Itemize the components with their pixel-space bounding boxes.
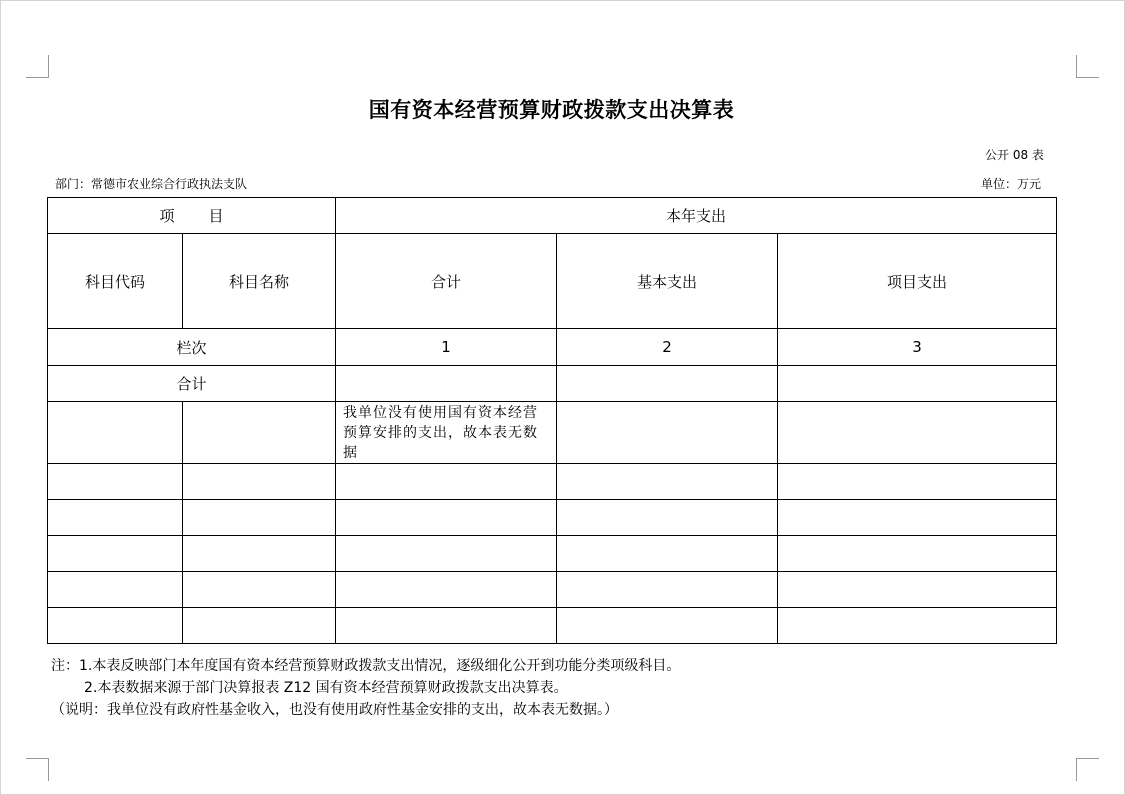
col-project-expenditure: 项目支出 bbox=[778, 234, 1057, 329]
table-cell bbox=[778, 464, 1057, 500]
col-subject-code: 科目代码 bbox=[48, 234, 183, 329]
table-cell bbox=[183, 464, 336, 500]
footnote-explanation: （说明：我单位没有政府性基金收入，也没有使用政府性基金安排的支出，故本表无数据。） bbox=[51, 702, 618, 718]
table-cell bbox=[336, 464, 557, 500]
table-cell bbox=[557, 608, 778, 644]
table-cell bbox=[557, 500, 778, 536]
crop-mark-bottom-left bbox=[26, 758, 49, 781]
table-cell bbox=[48, 500, 183, 536]
footnotes bbox=[51, 655, 680, 721]
header-current-year: 本年支出 bbox=[336, 198, 1057, 234]
document-title: 国有资本经营预算财政拨款支出决算表 bbox=[368, 98, 735, 122]
table-cell bbox=[778, 402, 1057, 464]
table-row bbox=[48, 402, 1057, 464]
crop-mark-top-left bbox=[26, 55, 49, 78]
table-cell bbox=[557, 402, 778, 464]
department-label: 部门：常德市农业综合行政执法支队 bbox=[55, 177, 248, 191]
table-cell bbox=[183, 572, 336, 608]
row-index-label: 栏次 bbox=[48, 329, 336, 366]
table-cell bbox=[557, 572, 778, 608]
table-cell bbox=[557, 536, 778, 572]
row-index-value: 2 bbox=[557, 329, 778, 366]
crop-mark-bottom-right bbox=[1076, 758, 1099, 781]
table-cell bbox=[48, 402, 183, 464]
table-cell bbox=[336, 608, 557, 644]
header-item-part1: 项 bbox=[159, 207, 175, 225]
table-cell bbox=[48, 464, 183, 500]
row-total bbox=[48, 366, 1057, 402]
table-cell bbox=[48, 572, 183, 608]
table-cell bbox=[183, 536, 336, 572]
header-item-part2: 目 bbox=[208, 207, 224, 225]
table-cell bbox=[778, 366, 1057, 402]
header-item-cell bbox=[48, 198, 336, 234]
table-row bbox=[48, 608, 1057, 644]
crop-mark-top-right bbox=[1076, 55, 1099, 78]
row-index-value: 1 bbox=[336, 329, 557, 366]
table-cell bbox=[778, 572, 1057, 608]
col-total: 合计 bbox=[336, 234, 557, 329]
no-data-note: 我单位没有使用国有资本经营预算安排的支出，故本表无数据 bbox=[336, 402, 557, 464]
column-header-row bbox=[48, 234, 1057, 329]
table-cell bbox=[183, 608, 336, 644]
row-index-value: 3 bbox=[778, 329, 1057, 366]
unit-label: 单位：万元 bbox=[981, 177, 1042, 191]
table-cell bbox=[336, 572, 557, 608]
table-cell bbox=[336, 500, 557, 536]
table-cell bbox=[183, 402, 336, 464]
table-row bbox=[48, 572, 1057, 608]
table-cell bbox=[557, 464, 778, 500]
expenditure-table bbox=[47, 197, 1057, 644]
table-cell bbox=[48, 536, 183, 572]
table-row bbox=[48, 464, 1057, 500]
table-row bbox=[48, 500, 1057, 536]
table-cell bbox=[778, 500, 1057, 536]
table-cell bbox=[336, 366, 557, 402]
table-cell bbox=[336, 536, 557, 572]
table-cell bbox=[778, 608, 1057, 644]
table-cell bbox=[183, 500, 336, 536]
footnote-1: 注：1.本表反映部门本年度国有资本经营预算财政拨款支出情况，逐级细化公开到功能分类项级科目。 bbox=[51, 658, 681, 674]
table-cell bbox=[778, 536, 1057, 572]
table-cell bbox=[48, 608, 183, 644]
table-header-row bbox=[48, 198, 1057, 234]
table-cell bbox=[557, 366, 778, 402]
row-index bbox=[48, 329, 1057, 366]
row-total-label: 合计 bbox=[48, 366, 336, 402]
table-row bbox=[48, 536, 1057, 572]
footnote-2: 2.本表数据来源于部门决算报表 Z12 国有资本经营预算财政拨款支出决算表。 bbox=[84, 680, 568, 696]
form-code: 公开 08 表 bbox=[985, 148, 1044, 162]
col-subject-name: 科目名称 bbox=[183, 234, 336, 329]
col-basic-expenditure: 基本支出 bbox=[557, 234, 778, 329]
